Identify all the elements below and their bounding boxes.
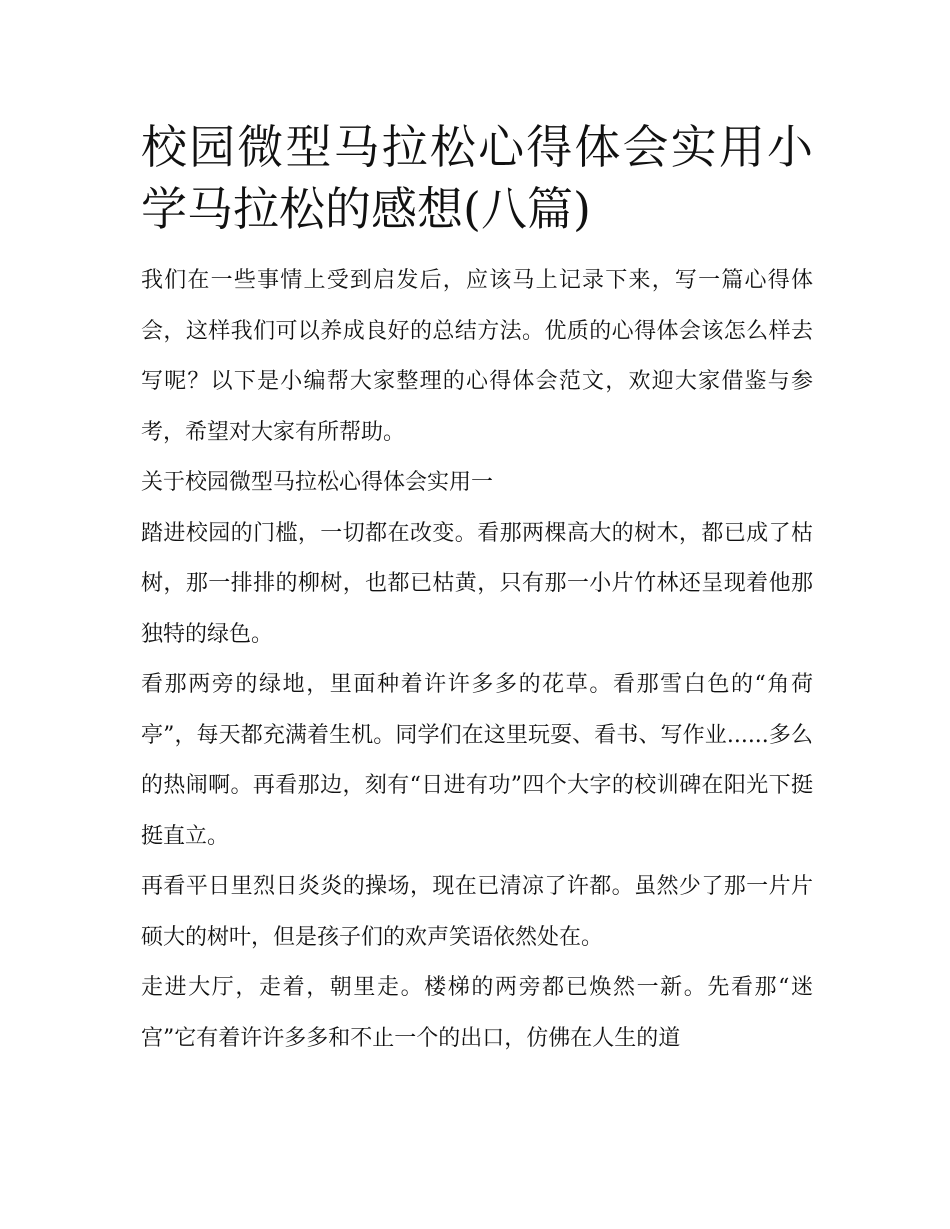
paragraph-section-heading: 关于校园微型马拉松心得体会实用一: [141, 470, 494, 495]
paragraph-playground: 再看平日里烈日炎炎的操场，现在已清凉了许都。虽然少了那一片片硕大的树叶，但是孩子们的欢声笑语依然处在。: [141, 874, 813, 950]
paragraph-campus-trees: 踏进校园的门槛，一切都在改变。看那两棵高大的树木，都已成了枯树，那一排排的柳树，也都已枯黄，只有那一小片竹林还呈现着他那独特的绿色。: [141, 520, 813, 647]
paragraph-intro: 我们在一些事情上受到启发后，应该马上记录下来，写一篇心得体会，这样我们可以养成良好的总结方法。优质的心得体会该怎么样去写呢？以下是小编帮大家整理的心得体会范文，欢迎大家借鉴与参考，希望对大家有所帮助。: [141, 268, 813, 445]
document-body: [141, 116, 813, 1064]
document-title: 校园微型马拉松心得体会实用小学马拉松的感想(八篇): [141, 120, 813, 236]
paragraph-hall: 走进大厅，走着，朝里走。楼梯的两旁都已焕然一新。先看那“迷宫”它有着许许多多和不止一个的出口，仿佛在人生的道: [141, 975, 813, 1051]
paragraph-green-space: 看那两旁的绿地，里面种着许许多多的花草。看那雪白色的“角荷亭”，每天都充满着生机。同学们在这里玩耍、看书、写作业......多么的热闹啊。再看那边，刻有“日进有功”四个大字的校训碑在阳光下挺挺直立。: [141, 672, 813, 849]
